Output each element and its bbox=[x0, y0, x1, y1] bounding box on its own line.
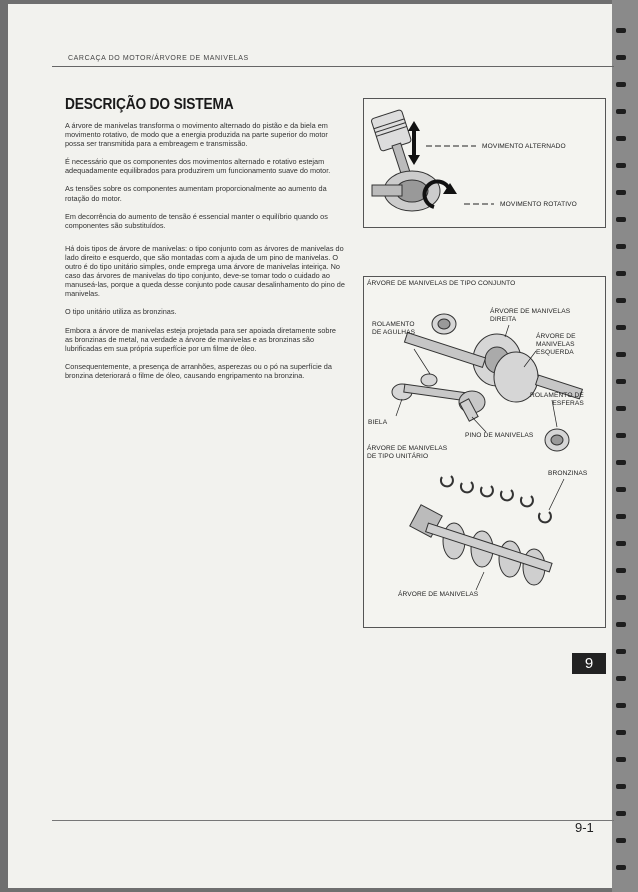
binding-ring bbox=[616, 865, 626, 870]
binding-ring bbox=[616, 136, 626, 141]
binding-ring bbox=[616, 649, 626, 654]
label-arvore-direita: ÁRVORE DE MANIVELAS DIREITA bbox=[490, 308, 571, 323]
binding-ring bbox=[616, 622, 626, 627]
binding-ring bbox=[616, 784, 626, 789]
binding-ring bbox=[616, 298, 626, 303]
binding-ring bbox=[616, 325, 626, 330]
paragraph: Em decorrência do aumento de tensão é essencial manter o equilíbrio quando os componentes são substituídos. bbox=[65, 211, 328, 230]
label-arvore-esquerda: ÁRVORE DE MANIVELAS ESQUERDA bbox=[536, 333, 576, 356]
paragraph: É necessário que os componentes dos movimentos alternado e rotativo estejam adequadamente equilibrados para produzirem um funcionamento suave do motor. bbox=[65, 157, 331, 176]
manual-page bbox=[8, 4, 612, 888]
binding-ring bbox=[616, 811, 626, 816]
paragraph: O tipo unitário utiliza as bronzinas. bbox=[65, 307, 177, 317]
binding-ring bbox=[616, 28, 626, 33]
section-header: CARCAÇA DO MOTOR/ÁRVORE DE MANIVELAS bbox=[68, 55, 249, 62]
binding-ring bbox=[616, 379, 626, 384]
footer-divider bbox=[52, 820, 614, 821]
binding-ring bbox=[616, 730, 626, 735]
binding-ring bbox=[616, 676, 626, 681]
paragraph: A árvore de manivelas transforma o movimento alternado do pistão e da biela em movimento rotativo, de modo que a energia produzida na parte superior do motor possa ser transmitida para a embreagem e transmissão. bbox=[65, 121, 328, 149]
page-title: DESCRIÇÃO DO SISTEMA bbox=[65, 96, 234, 113]
binding-ring bbox=[616, 55, 626, 60]
binding-ring bbox=[616, 109, 626, 114]
binding-ring bbox=[616, 838, 626, 843]
binding-ring bbox=[616, 568, 626, 573]
label-tipo-conjunto: ÁRVORE DE MANIVELAS DE TIPO CONJUNTO bbox=[367, 280, 516, 287]
paragraph: Embora a árvore de manivelas esteja projetada para ser apoiada diretamente sobre as bronzinas de metal, na verdade a árvore de manivelas e as bronzinas são lubrificadas em sua própria superfície por um filme de óleo. bbox=[65, 325, 336, 353]
binding-ring bbox=[616, 460, 626, 465]
paragraph: As tensões sobre os componentes aumentam proporcionalmente ao aumento da rotação do motor. bbox=[65, 184, 327, 203]
binding-ring bbox=[616, 757, 626, 762]
binding-ring bbox=[616, 190, 626, 195]
binding-ring bbox=[616, 541, 626, 546]
binding-ring bbox=[616, 595, 626, 600]
label-biela: BIELA bbox=[368, 419, 388, 426]
label-rolamento-esferas: ROLAMENTO DE ESFERAS bbox=[530, 392, 584, 407]
label-bronzinas: BRONZINAS bbox=[548, 470, 588, 477]
page-number: 9-1 bbox=[575, 820, 594, 835]
body-text bbox=[65, 121, 345, 389]
binding-ring bbox=[616, 514, 626, 519]
binding-ring bbox=[616, 703, 626, 708]
binding-ring bbox=[616, 406, 626, 411]
binding-ring bbox=[616, 82, 626, 87]
spiral-binding bbox=[612, 0, 638, 892]
label-tipo-unitario: ÁRVORE DE MANIVELAS DE TIPO UNITÁRIO bbox=[367, 445, 448, 460]
binding-ring bbox=[616, 352, 626, 357]
motion-figure bbox=[363, 98, 606, 228]
binding-ring bbox=[616, 433, 626, 438]
binding-ring bbox=[616, 487, 626, 492]
crankshaft-figure bbox=[363, 276, 606, 628]
paragraph: Consequentemente, a presença de arranhões, asperezas ou o pó na superfície da bronzina deteriorará o filme de óleo, causando engripamento na bronzina. bbox=[65, 361, 332, 380]
label-rolamento-agulhas: ROLAMENTO DE AGULHAS bbox=[372, 321, 416, 336]
label-arvore-manivelas: ÁRVORE DE MANIVELAS bbox=[398, 591, 479, 598]
paragraph: Há dois tipos de árvore de manivelas: o tipo conjunto com as árvores de manivelas do lado direito e esquerdo, que são montadas com a ajuda de um pino de manivelas. O outro é do tipo unitário simples, onde emprega uma árvore de manivelas inteiriça. No caso das árvores de manivelas do tipo conjunto, deve-se tomar todo o cuidado ao manuseá-las, porque a queda desse conjunto pode causar desalinhamento do pino de manivelas. bbox=[65, 243, 345, 299]
binding-ring bbox=[616, 271, 626, 276]
chapter-tab: 9 bbox=[572, 653, 606, 674]
binding-ring bbox=[616, 244, 626, 249]
binding-ring bbox=[616, 217, 626, 222]
header-divider bbox=[52, 66, 614, 67]
label-pino-manivelas: PINO DE MANIVELAS bbox=[465, 432, 534, 439]
label-movimento-alternado: MOVIMENTO ALTERNADO bbox=[482, 143, 566, 150]
label-movimento-rotativo: MOVIMENTO ROTATIVO bbox=[500, 201, 577, 208]
binding-ring bbox=[616, 163, 626, 168]
